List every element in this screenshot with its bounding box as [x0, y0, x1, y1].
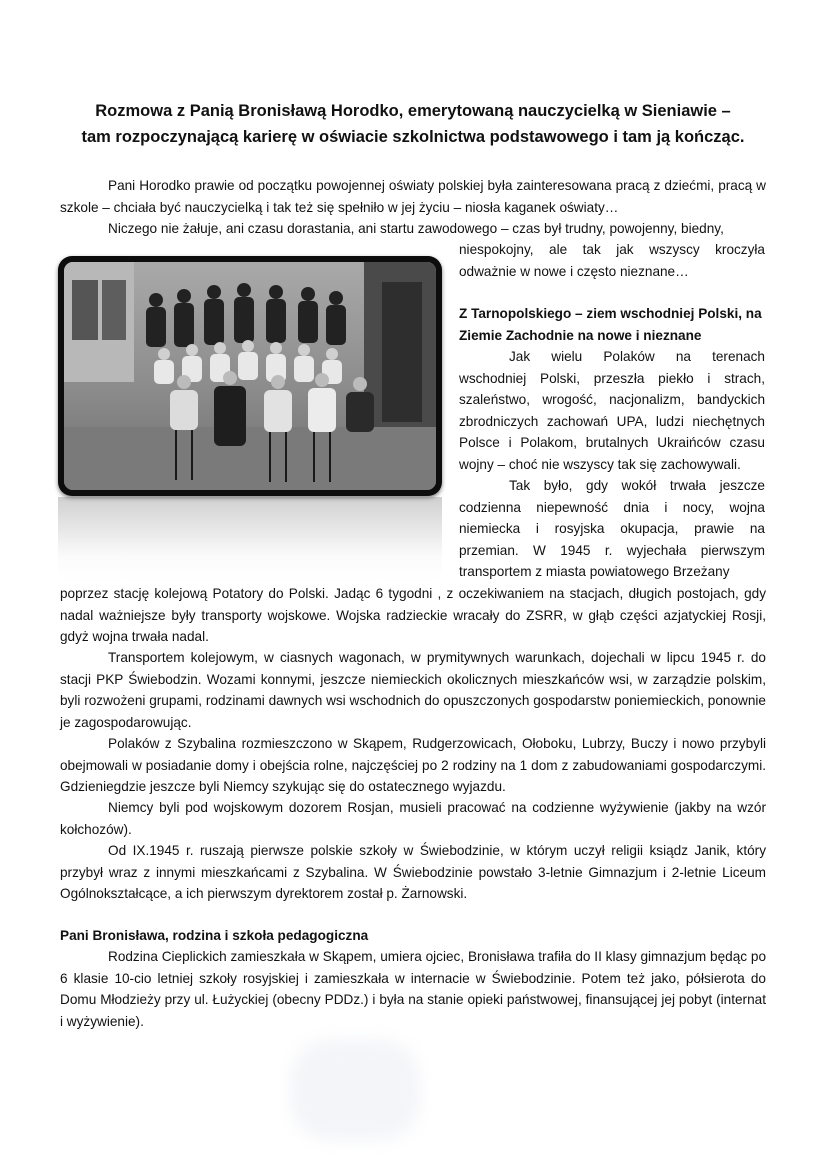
niczego-paragraph-continued: niespokojny, ale tak jak wszyscy kroczyła odważnie w nowe i często nieznane… [459, 242, 765, 279]
section1-paragraph-2: Tak było, gdy wokół trwała jeszcze codzienna niepewność dnia i nocy, wojna niemiecka i rosyjska okupacja, prawie na przemian. W 1945 r. wyjechała pierwszym transportem z miasta powiatowego Brzeżany [459, 478, 765, 579]
intro-paragraph: Pani Horodko prawie od początku powojennej oświaty polskiej była zainteresowana pracą z dziećmi, pracą w szkole – chciała być nauczycielką i tak też się spełniło w jej życiu – niosła kaganek oświaty… [60, 178, 766, 215]
schools-paragraph: Od IX.1945 r. ruszają pierwsze polskie szkoły w Świebodzinie, w którym uczył religii ksiądz Janik, który przybył wraz z innymi mieszkańcami z Szybalina. W Świebodzinie powstało 3-letnie Gimnazjum i 2-letnie Liceum Ogólnokształcące, a ich pierwszym dyrektorem został p. Żarnowski. [60, 843, 766, 901]
niczego-paragraph-start: Niczego nie żałuje, ani czasu dorastania, ani startu zawodowego – czas był trudny, powojenny, biedny, [108, 221, 724, 236]
szybalin-paragraph: Polaków z Szybalina rozmieszczono w Skąpem, Rudgerzowicach, Ołoboku, Lubrzy, Buczy i nowo przybyli obejmowali w posiadanie domy i obejścia rolne, najczęściej po 2 rodziny na 1 dom z zabudowaniami gospodarczymi. Gdzieniegdzie jeszcze byli Niemcy szykując się do ostatecznego wyjazdu. [60, 736, 766, 794]
section1-paragraph-2-continued: poprzez stację kolejową Potatory do Polski. Jadąc 6 tygodni , z oczekiwaniem na stacjach, długich postojach, gdy nadal ważniejsze były transporty wojskowe. Wojska radzieckie wracały do ZSRR, w głąb części azjatyckiej Rosji, gdyż wojna trwała nadal. [60, 586, 766, 644]
class-photo [58, 256, 442, 496]
family-paragraph: Rodzina Cieplickich zamieszkała w Skąpem, umiera ojciec, Bronisława trafiła do II klasy gimnazjum będąc po 6 klasie 10-cio letniej szkoły rosyjskiej i zamieszkała w internacie w Świebodzinie. Potem też jako, półsierota do Domu Młodzieży przy ul. Łużyckiej (obecny PDDz.) i była na stanie opieki państwowej, finansującej jej pobyt (internat i wyżywienie). [60, 949, 766, 1029]
section1-paragraph-1: Jak wielu Polaków na terenach wschodniej Polski, przeszła piekło i strach, szaleństwo, wrogość, nacjonalizm, bandyckich zbrodniczych zachowań UPA, ludzi niechętnych Polsce i Polakom, brutalnych Ukraińców czasu wojny – choć nie wszyscy tak się zachowywali. [459, 349, 765, 472]
group-photo-image [64, 262, 436, 490]
title-line-1: Rozmowa z Panią Bronisławą Horodko, emerytowaną nauczycielką w Sieniawie – [95, 102, 731, 120]
faint-watermark [290, 1040, 420, 1140]
niemcy-paragraph: Niemcy byli pod wojskowym dozorem Rosjan, musieli pracować na codzienne wyżywienie (jakby na wzór kołchozów). [60, 800, 766, 837]
title-line-2: tam rozpoczynającą karierę w oświacie szkolnictwa podstawowego i tam ją kończąc. [81, 128, 745, 146]
photo-reflection [58, 497, 442, 582]
transport-paragraph: Transportem kolejowym, w ciasnych wagonach, w prymitywnych warunkach, dojechali w lipcu 1945 r. do stacji PKP Świebodzin. Wozami konnymi, jeszcze niemieckich okolicznych mieszkańców wsi, w zarządzie polskim, byli rozwożeni grupami, rodzinami dawnych wsi wschodnich do opuszczonych gospodarstw poniemieckich, ponownie je zagospodarowując. [60, 650, 766, 730]
document-title [40, 98, 786, 150]
section-heading-family: Pani Bronisława, rodzina i szkoła pedagogiczna [60, 928, 369, 943]
section-heading-tarnopolskie: Z Tarnopolskiego – ziem wschodniej Polski, na Ziemie Zachodnie na nowe i nieznane [459, 306, 762, 343]
